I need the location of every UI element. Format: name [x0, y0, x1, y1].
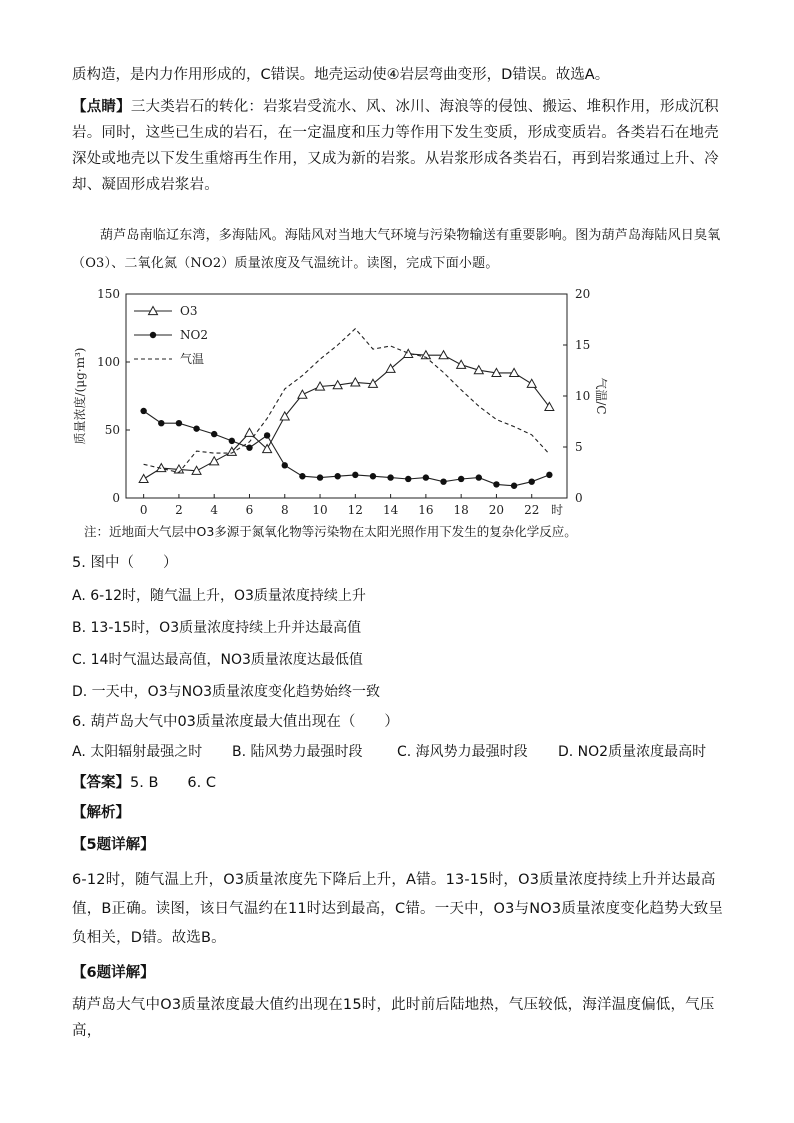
x-tick-label: 2 [175, 503, 183, 517]
y-left-axis-title: 质量浓度/(μg·m³) [73, 347, 87, 445]
q6-option-c: C. 海风势力最强时段 [397, 744, 528, 760]
q6-detail-text: 葫芦岛大气中O3质量浓度最大值约出现在15时，此时前后陆地热，气压较低，海洋温度偏低，气压高， [72, 997, 715, 1039]
x-tick-label: 18 [453, 503, 469, 517]
no2-point [193, 425, 199, 431]
analysis-tag: 【解析】 [72, 805, 130, 821]
series-line-2 [144, 329, 550, 473]
y-right-tick-label: 10 [575, 389, 591, 403]
q5-option-a: A. 6-12时，随气温上升，O3质量浓度持续上升 [72, 588, 366, 604]
no2-point [246, 444, 252, 450]
y-right-tick-label: 15 [575, 338, 591, 352]
no2-point [158, 420, 164, 426]
no2-point [546, 472, 552, 478]
no2-point [476, 474, 482, 480]
question-stem: 葫芦岛南临辽东湾，多海陆风。海陆风对当地大气环境与污染物输送有重要影响。图为葫芦岛海陆风日臭氧（O3）、二氧化氮（NO2）质量浓度及气温统计。读图，完成下面小题。 [72, 228, 721, 271]
legend-label-no2: NO2 [180, 328, 208, 342]
no2-point [440, 478, 446, 484]
chart-note: 注：近地面大气层中O3多源于氮氧化物等污染物在太阳光照作用下发生的复杂化学反应。 [84, 524, 577, 539]
o3-point [210, 457, 219, 465]
no2-point [282, 462, 288, 468]
no2-point [370, 473, 376, 479]
x-tick-label: 20 [488, 503, 505, 517]
no2-point [176, 420, 182, 426]
y-left-tick-label: 50 [104, 423, 120, 437]
q6-option-b: B. 陆风势力最强时段 [232, 744, 363, 760]
x-tick-label: 10 [312, 503, 328, 517]
no2-point [529, 478, 535, 484]
x-tick-label: 14 [382, 503, 399, 517]
o3-point [457, 360, 466, 368]
no2-point [387, 474, 393, 480]
no2-point [229, 438, 235, 444]
no2-point [211, 431, 217, 437]
dianjing-paragraph [72, 94, 724, 198]
legend-label-temp: 气温 [180, 352, 205, 366]
legend-label-o3: O3 [180, 304, 198, 318]
q5-detail-text: 6-12时，随气温上升，O3质量浓度先下降后上升，A错。13-15时，O3质量浓度持续上升并达最高值，B正确。读图，该日气温约在11时达到最高，C错。一天中，O3与NO3质量浓度变化趋势大致呈负相关，D错。故选B。 [72, 872, 724, 946]
q5-option-b: B. 13-15时，O3质量浓度持续上升并达最高值 [72, 620, 362, 636]
series-line-0 [144, 354, 550, 479]
no2-point [352, 472, 358, 478]
q6-option-d: D. NO2质量浓度最高时 [558, 744, 707, 760]
o3-point [351, 378, 360, 386]
o3-point [298, 390, 307, 398]
legend-marker-no2 [150, 332, 156, 338]
no2-point [493, 481, 499, 487]
dianjing-tag: 【点睛】 [72, 99, 131, 115]
q5-detail-tag: 【5题详解】 [72, 837, 155, 853]
y-right-tick-label: 20 [575, 287, 591, 301]
intro-line: 质构造，是内力作用形成的，C错误。地壳运动使④岩层弯曲变形，D错误。故选A。 [72, 67, 610, 83]
no2-point [264, 432, 270, 438]
x-axis-label: 时 [550, 503, 564, 517]
x-tick-label: 0 [139, 503, 148, 517]
answer-text: 5. B 6. C [130, 775, 216, 791]
x-tick-label: 16 [418, 503, 434, 517]
y-right-tick-label: 0 [575, 491, 583, 505]
y-left-tick-label: 150 [97, 287, 120, 301]
answer-tag: 【答案】 [72, 775, 130, 791]
no2-point [405, 476, 411, 482]
x-tick-label: 8 [280, 503, 289, 517]
q6-stem: 6. 葫芦岛大气中03质量浓度最大值出现在（ ） [72, 714, 399, 730]
no2-point [334, 473, 340, 479]
o3-point [527, 379, 536, 387]
q5-option-c: C. 14时气温达最高值，NO3质量浓度达最低值 [72, 652, 363, 668]
plot-frame [126, 294, 567, 498]
no2-point [423, 474, 429, 480]
no2-point [317, 474, 323, 480]
series-line-1 [144, 411, 550, 486]
q5-stem: 5. 图中（ ） [72, 555, 178, 571]
x-tick-label: 4 [210, 503, 219, 517]
no2-point [140, 408, 146, 414]
y-left-tick-label: 100 [97, 355, 120, 369]
o3-point [245, 428, 254, 436]
q6-option-a: A. 太阳辐射最强之时 [72, 744, 203, 760]
answer-line [72, 772, 216, 794]
no2-point [458, 476, 464, 482]
q6-detail-tag: 【6题详解】 [72, 965, 155, 981]
y-right-axis-title: 气温/C [594, 377, 608, 415]
o3-point [139, 474, 148, 482]
y-left-tick-label: 0 [112, 491, 120, 505]
x-tick-label: 12 [347, 503, 363, 517]
chart [0, 280, 794, 520]
no2-point [299, 473, 305, 479]
y-right-tick-label: 5 [575, 440, 583, 454]
x-tick-label: 22 [524, 503, 540, 517]
no2-point [511, 483, 517, 489]
q5-option-d: D. 一天中，O3与NO3质量浓度变化趋势始终一致 [72, 684, 381, 700]
dianjing-text: 三大类岩石的转化：岩浆岩受流水、风、冰川、海浪等的侵蚀、搬运、堆积作用，形成沉积岩。同时，这些已生成的岩石，在一定温度和压力等作用下发生变质，形成变质岩。各类岩石在地壳深处或地壳以下发生重熔再生作用，又成为新的岩浆。从岩浆形成各类岩石，再到岩浆通过上升、冷却、凝固形成岩浆岩。 [72, 99, 719, 193]
chart-legend [134, 304, 208, 366]
x-tick-label: 6 [245, 503, 254, 517]
